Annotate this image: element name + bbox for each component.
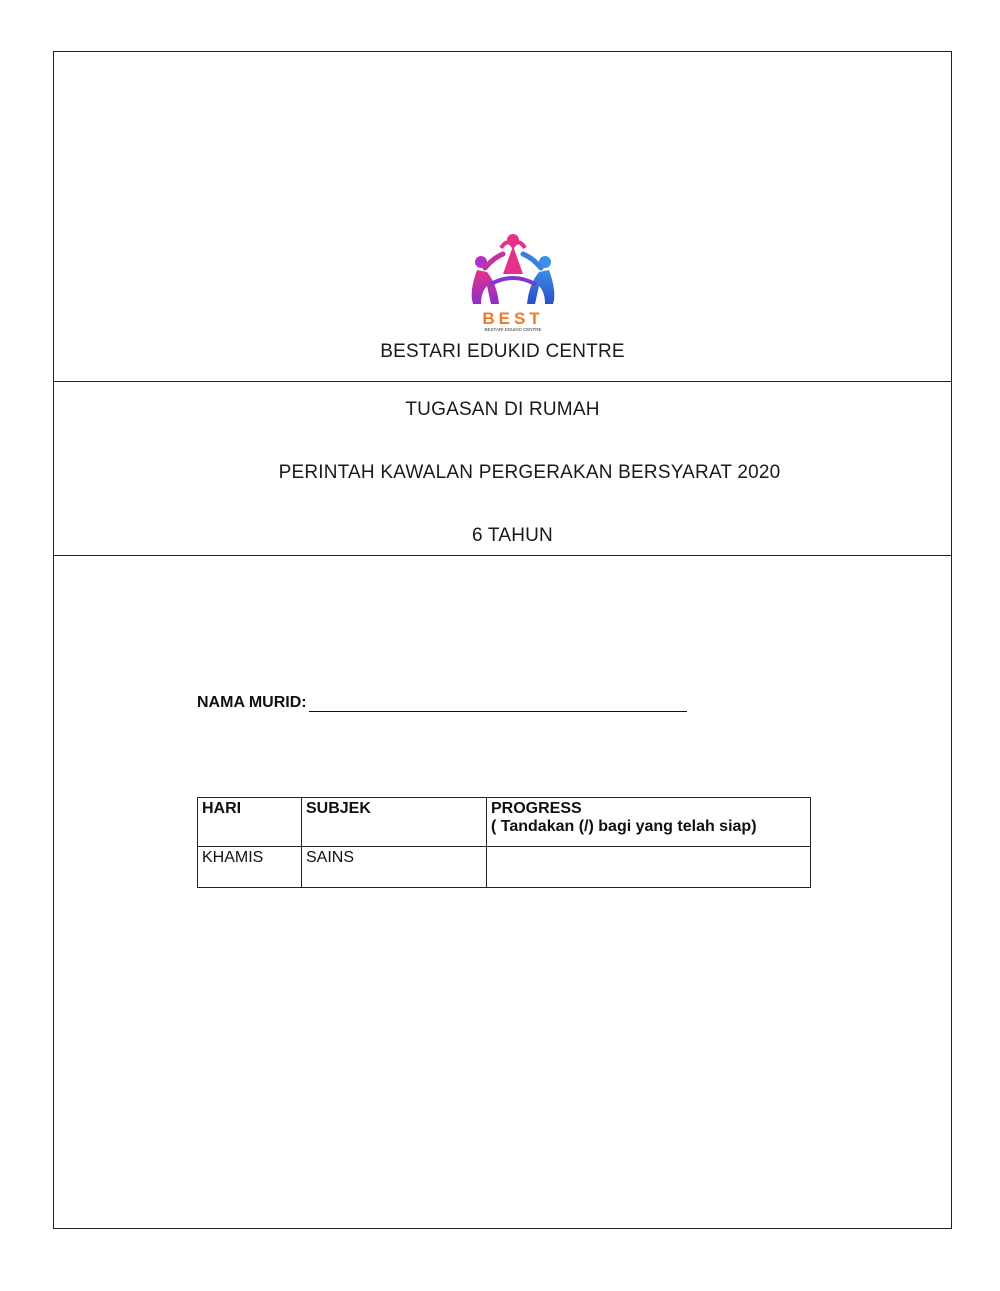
title-tugasan: TUGASAN DI RUMAH [405,399,600,420]
best-logo [465,232,561,332]
header-hari: HARI [198,798,302,847]
page-frame [53,51,952,1229]
cell-progress-checkbox[interactable] [487,847,811,888]
centre-name: BESTARI EDUKID CENTRE [380,341,625,362]
logo-subtext: BESTARI EDUKID CENTRE [484,327,542,332]
header-subjek: SUBJEK [302,798,487,847]
header-progress-note: ( Tandakan (/) bagi yang telah siap) [491,818,757,835]
logo-text: BEST [482,309,544,328]
title-tahun: 6 TAHUN [472,525,553,546]
progress-table [197,797,811,888]
title-perintah: PERINTAH KAWALAN PERGERAKAN BERSYARAT 2020 [278,462,781,483]
student-name-field[interactable] [309,693,687,712]
cell-hari: KHAMIS [198,847,302,888]
student-name-row [197,693,687,712]
header-progress-label: PROGRESS [491,800,582,817]
student-name-label: NAMA MURID: [197,694,307,711]
table-header-row [198,798,811,847]
table-row [198,847,811,888]
section-divider-bottom [53,555,952,556]
header-progress [487,798,811,847]
section-divider-top [53,381,952,382]
cell-subjek: SAINS [302,847,487,888]
